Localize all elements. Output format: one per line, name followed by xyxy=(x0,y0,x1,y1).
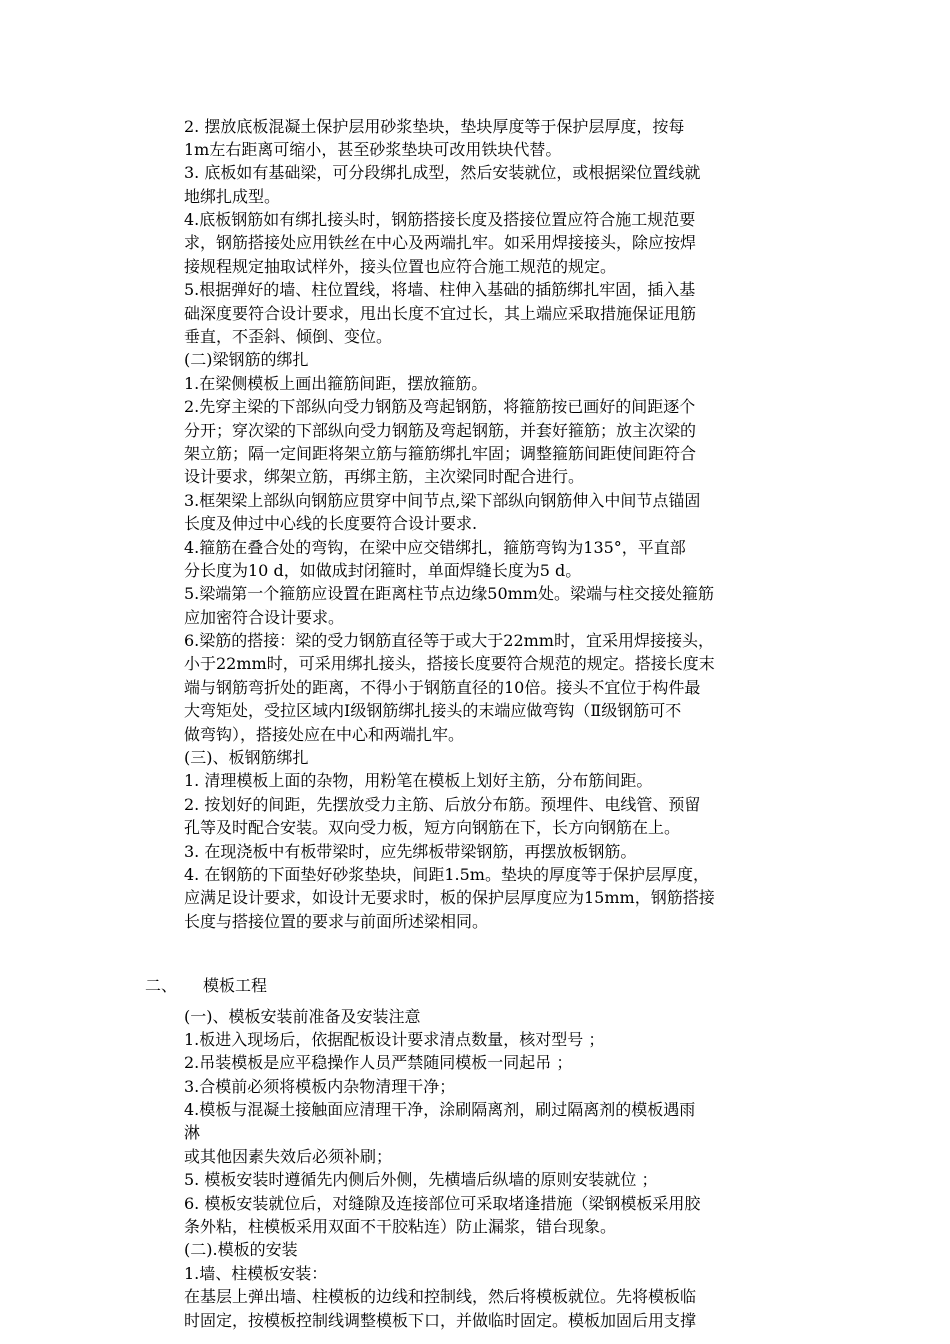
text-line: 长度与搭接位置的要求与前面所述梁相同。 xyxy=(184,911,489,931)
text-line: 4.箍筋在叠合处的弯钩，在梁中应交错绑扎，箍筋弯钩为135°，平直部 xyxy=(184,537,686,557)
text-line: 小于22mm时，可采用绑扎接头，搭接长度要符合规范的规定。搭接长度末 xyxy=(184,654,715,674)
text-line: 分长度为10 d，如做成封闭箍时，单面焊缝长度为5 d。 xyxy=(184,560,582,580)
text-block-steel-binding xyxy=(184,115,812,934)
text-line: 础深度要符合设计要求，甩出长度不宜过长，其上端应采取措施保证甩筋 xyxy=(184,303,697,323)
section-subheading: (三)、板钢筋绑扎 xyxy=(184,748,309,768)
text-line: 端与钢筋弯折处的距离，不得小于钢筋直径的10倍。接头不宜位于构件最 xyxy=(184,677,701,697)
text-line: 4. 在钢筋的下面垫好砂浆垫块，间距1.5m。垫块的厚度等于保护层厚度， xyxy=(184,865,709,884)
text-line: 3.合模前必须将模板内杂物清理干净； xyxy=(184,1076,456,1096)
text-line: 地绑扎成型。 xyxy=(184,186,281,206)
text-line: 4.底板钢筋如有绑扎接头时，钢筋搭接长度及搭接位置应符合施工规范要 xyxy=(184,210,696,230)
text-line: 1m左右距离可缩小，甚至砂浆垫块可改用铁块代替。 xyxy=(184,139,562,159)
text-line: 时固定，按模板控制线调整模板下口，并做临时固定。模板加固后用支撑 xyxy=(184,1310,697,1330)
text-line: 1.墙、柱模板安装： xyxy=(184,1263,328,1283)
text-line: 条外粘，柱模板采用双面不干胶粘连）防止漏浆，错台现象。 xyxy=(184,1217,617,1237)
text-line: 1.板进入现场后，依据配板设计要求清点数量，核对型号 ； xyxy=(184,1029,605,1049)
text-line: 2. 摆放底板混凝土保护层用砂浆垫块，垫块厚度等于保护层厚度，按每 xyxy=(184,116,685,136)
text-line: 或其他因素失效后必须补刷； xyxy=(184,1146,393,1166)
text-line: 垂直，不歪斜、倾倒、变位。 xyxy=(184,327,393,347)
section-subheading: (二).模板的安装 xyxy=(184,1240,298,1260)
text-line: 孔等及时配合安装。双向受力板，短方向钢筋在下，长方向钢筋在上。 xyxy=(184,818,681,838)
text-line: 5.梁端第一个箍筋应设置在距离柱节点边缘50mm处。梁端与柱交接处箍筋 xyxy=(184,584,714,604)
text-line: 2. 按划好的间距，先摆放受力主筋、后放分布筋。预埋件、电线管、预留 xyxy=(184,794,701,814)
text-line: 求，钢筋搭接处应用铁丝在中心及两端扎牢。如采用焊接接头，除应按焊 xyxy=(184,233,697,253)
text-line: 2.吊装模板是应平稳操作人员严禁随同模板一同起吊 ； xyxy=(184,1053,573,1073)
section-title: 模板工程 xyxy=(203,976,268,995)
text-line: 接规程规定抽取试样外，接头位置也应符合施工规范的规定。 xyxy=(184,256,617,276)
text-line: 3. 在现浇板中有板带梁时，应先绑板带梁钢筋，再摆放板钢筋。 xyxy=(184,841,637,861)
text-line: 应满足设计要求，如设计无要求时，板的保护层厚度应为15mm，钢筋搭接 xyxy=(184,888,715,908)
text-line: 做弯钩），搭接处应在中心和两端扎牢。 xyxy=(184,724,465,744)
text-line: 1.在梁侧模板上画出箍筋间距，摆放箍筋。 xyxy=(184,373,488,393)
section-subheading: (二)梁钢筋的绑扎 xyxy=(184,350,309,370)
section-heading-formwork xyxy=(145,974,267,997)
text-line: 大弯矩处，受拉区域内Ⅰ级钢筋绑扎接头的末端应做弯钩（Ⅱ级钢筋可不 xyxy=(184,701,682,721)
text-line: 架立筋；隔一定间距将架立筋与箍筋绑扎牢固；调整箍筋间距使间距符合 xyxy=(184,443,697,463)
section-subheading: (一)、模板安装前准备及安装注意 xyxy=(184,1006,421,1026)
text-line: 设计要求，绑架立筋，再绑主筋，主次梁同时配合进行。 xyxy=(184,467,585,487)
text-line: 5.根据弹好的墙、柱位置线，将墙、柱伸入基础的插筋绑扎牢固，插入基 xyxy=(184,280,696,300)
text-line: 6.梁筋的搭接：梁的受力钢筋直径等于或大于22mm时，宜采用焊接接头， xyxy=(184,631,714,651)
text-line: 6. 模板安装就位后，对缝隙及连接部位可采取堵逢措施（梁钢模板采用胶 xyxy=(184,1193,701,1213)
text-line: 淋 xyxy=(184,1123,201,1143)
text-line: 分开；穿次梁的下部纵向受力钢筋及弯起钢筋，并套好箍筋；放主次梁的 xyxy=(184,420,697,440)
text-line: 应加密符合设计要求。 xyxy=(184,607,345,627)
text-line: 1. 清理模板上面的杂物，用粉笔在模板上划好主筋，分布筋间距。 xyxy=(184,771,653,791)
text-line: 3.框架梁上部纵向钢筋应贯穿中间节点,梁下部纵向钢筋伸入中间节点锚固 xyxy=(184,490,701,510)
text-line: 5. 模板安装时遵循先内侧后外侧，先横墙后纵墙的原则安装就位 ； xyxy=(184,1170,658,1190)
section-number: 二、 xyxy=(145,976,178,995)
text-block-formwork xyxy=(184,1005,812,1332)
text-line: 4.模板与混凝土接触面应清理干净，涂刷隔离剂，刷过隔离剂的模板遇雨 xyxy=(184,1100,696,1120)
text-line: 2.先穿主梁的下部纵向受力钢筋及弯起钢筋，将箍筋按已画好的间距逐个 xyxy=(184,397,696,417)
text-line: 3. 底板如有基础梁，可分段绑扎成型，然后安装就位，或根据梁位置线就 xyxy=(184,163,701,183)
text-line: 在基层上弹出墙、柱模板的边线和控制线，然后将模板就位。先将模板临 xyxy=(184,1287,697,1307)
text-line: 长度及伸过中心线的长度要符合设计要求. xyxy=(184,514,478,534)
